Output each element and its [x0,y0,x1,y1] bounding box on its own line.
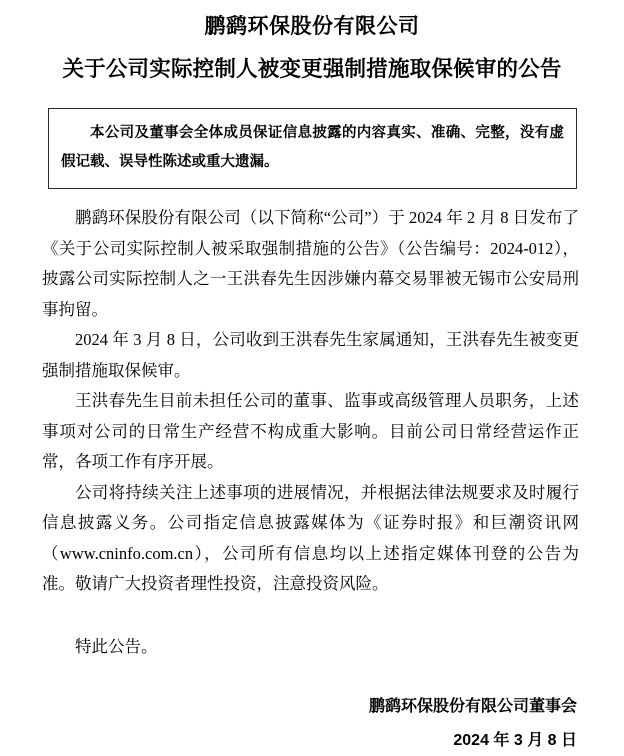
body-paragraph: 鹏鹞环保股份有限公司（以下简称“公司”）于 2024 年 2 月 8 日发布了《关于公司实际控制人被采取强制措施的公告》（公告编号：2024-012），披露公司实际控制人之一王洪春先生因涉嫌内幕交易罪被无锡市公安局刑事拘留。 [42,208,579,319]
title-block [0,0,624,87]
body-paragraph: 王洪春先生目前未担任公司的董事、监事或高级管理人员职务，上述事项对公司的日常生产经营不构成重大影响。目前公司日常经营运作正常，各项工作有序开展。 [42,391,579,471]
signature-block [0,692,577,756]
disclaimer-text: 本公司及董事会全体成员保证信息披露的内容真实、准确、完整，没有虚假记载、误导性陈述或重大遗漏。 [61,125,564,170]
body-content [42,203,579,662]
signature-date: 2024 年 3 月 8 日 [453,732,577,749]
announcement-title: 关于公司实际控制人被变更强制措施取保候审的公告 [62,57,562,81]
body-paragraph: 2024 年 3 月 8 日，公司收到王洪春先生家属通知，王洪春先生被变更强制措施取保候审。 [42,330,579,380]
body-paragraph: 公司将持续关注上述事项的进展情况，并根据法律法规要求及时履行信息披露义务。公司指定信息披露媒体为《证券时报》和巨潮资讯网（www.cninfo.com.cn），公司所有信息均以上述指定媒体刊登的公告为准。敬请广大投资者理性投资，注意投资风险。 [42,482,579,593]
signature-board-name: 鹏鹞环保股份有限公司董事会 [368,698,577,715]
disclaimer-box [48,108,577,189]
closing-notice: 特此公告。 [75,636,158,656]
company-name-heading: 鹏鹞环保股份有限公司 [204,15,420,38]
